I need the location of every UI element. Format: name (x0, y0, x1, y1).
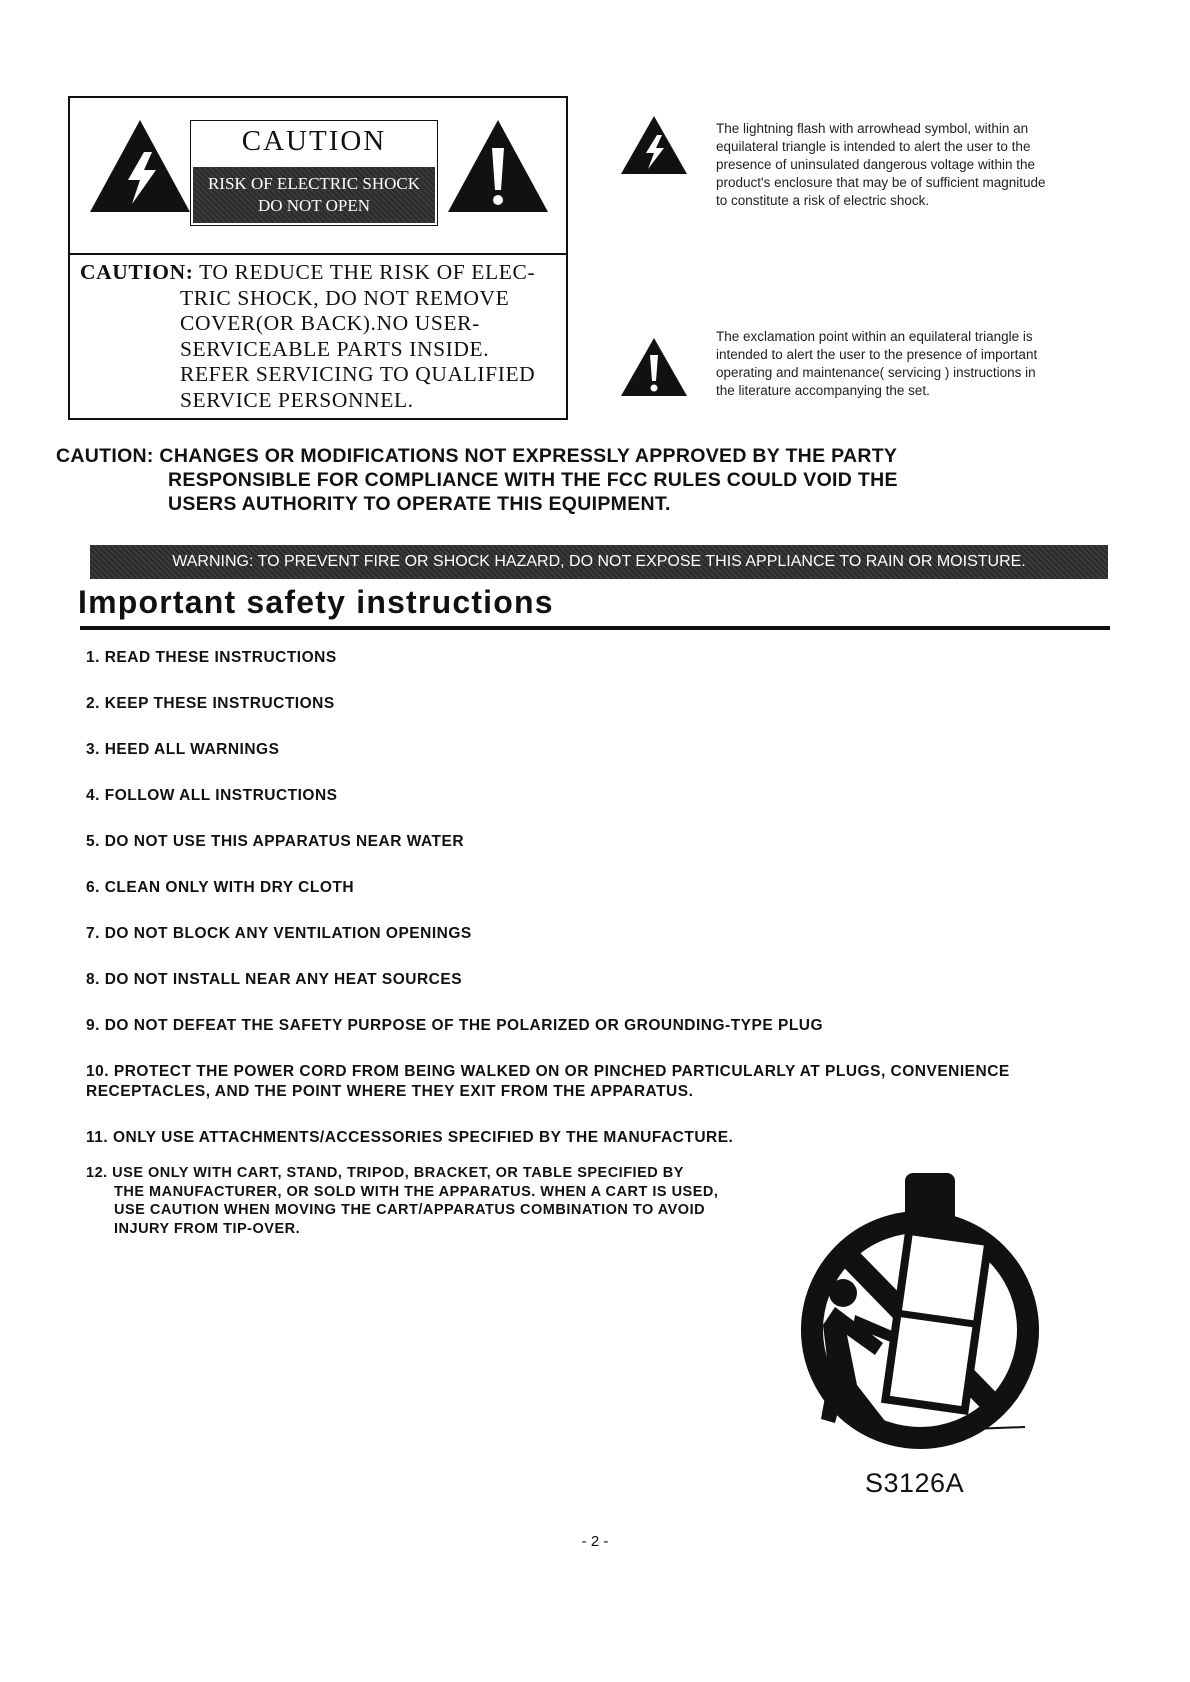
section-title: Important safety instructions (78, 584, 554, 620)
instruction-text: 2. KEEP THESE INSTRUCTIONS (86, 695, 335, 712)
caution-line: REFER SERVICING TO QUALIFIED (180, 362, 536, 386)
fcc-line: CAUTION: CHANGES OR MODIFICATIONS NOT EXPRESSLY APPROVED BY THE PARTY (56, 445, 898, 467)
pictogram-code: S3126A (865, 1468, 965, 1498)
caution-line: SERVICEABLE PARTS INSIDE. (180, 336, 490, 361)
desc-line: presence of uninsulated dangerous voltage within the (716, 157, 1035, 172)
lightning-triangle-icon (620, 115, 688, 175)
instruction-text: USE CAUTION WHEN MOVING THE CART/APPARATUS COMBINATION TO AVOID (114, 1202, 706, 1218)
fcc-line: USERS AUTHORITY TO OPERATE THIS EQUIPMENT. (168, 493, 671, 515)
instruction-text: 9. DO NOT DEFEAT THE SAFETY PURPOSE OF THE POLARIZED OR GROUNDING-TYPE PLUG (86, 1017, 824, 1034)
caution-line: SERVICE PERSONNEL. (180, 387, 414, 412)
no-cart-tip-over-icon (795, 1165, 1045, 1465)
instruction-item (86, 1128, 1126, 1148)
instruction-item (86, 832, 1126, 852)
lightning-description (716, 120, 1116, 210)
title-underline (80, 626, 1110, 630)
instruction-text: 8. DO NOT INSTALL NEAR ANY HEAT SOURCES (86, 971, 463, 988)
instruction-item (86, 970, 1126, 990)
instruction-text: 11. ONLY USE ATTACHMENTS/ACCESSORIES SPECIFIED BY THE MANUFACTURE. (86, 1129, 734, 1146)
desc-line: The exclamation point within an equilateral triangle is (716, 329, 1033, 344)
caution-line: TRIC SHOCK, DO NOT REMOVE (180, 285, 510, 310)
instruction-text: 10. PROTECT THE POWER CORD FROM BEING WALKED ON OR PINCHED PARTICULARLY AT PLUGS, CONVENIENCE (86, 1063, 1010, 1080)
instruction-text: 3. HEED ALL WARNINGS (86, 741, 280, 758)
page-number: - 2 - (581, 1533, 609, 1550)
instruction-item (86, 1062, 1126, 1102)
caution-line: COVER(OR BACK).NO USER- (180, 311, 480, 335)
instruction-item (86, 1164, 786, 1238)
exclamation-triangle-icon (446, 118, 550, 214)
instruction-text: 5. DO NOT USE THIS APPARATUS NEAR WATER (86, 833, 465, 850)
exclamation-triangle-icon (620, 337, 688, 397)
exclamation-description (716, 328, 1116, 400)
caution-label-title: CAUTION (241, 125, 387, 157)
desc-line: operating and maintenance( servicing ) instructions in (716, 365, 1036, 380)
caution-main-text (80, 260, 560, 413)
instruction-text: 1. READ THESE INSTRUCTIONS (86, 649, 337, 666)
instruction-text: 7. DO NOT BLOCK ANY VENTILATION OPENINGS (86, 925, 472, 942)
instruction-item (86, 740, 1126, 760)
instruction-item (86, 694, 1126, 714)
warning-bar: WARNING: TO PREVENT FIRE OR SHOCK HAZARD, DO NOT EXPOSE THIS APPLIANCE TO RAIN OR MOISTURE. (90, 545, 1108, 579)
instruction-item (86, 1016, 1126, 1036)
instruction-text: 6. CLEAN ONLY WITH DRY CLOTH (86, 879, 355, 896)
caution-label-line1: RISK OF ELECTRIC SHOCK (207, 174, 421, 193)
instruction-text: RECEPTACLES, AND THE POINT WHERE THEY EXIT FROM THE APPARATUS. (86, 1083, 694, 1100)
desc-line: intended to alert the user to the presence of important (716, 347, 1038, 362)
caution-box-header (68, 96, 568, 255)
caution-label (190, 120, 438, 226)
instruction-text: INJURY FROM TIP-OVER. (114, 1220, 301, 1237)
caution-line: TO REDUCE THE RISK OF ELEC- (193, 260, 536, 284)
instruction-text: 12. USE ONLY WITH CART, STAND, TRIPOD, BRACKET, OR TABLE SPECIFIED BY (86, 1165, 684, 1181)
instruction-text: THE MANUFACTURER, OR SOLD WITH THE APPARATUS. WHEN A CART IS USED, (114, 1183, 719, 1200)
caution-lead: CAUTION: (80, 260, 194, 284)
instruction-item (86, 924, 1126, 944)
instruction-item (86, 878, 1126, 898)
desc-line: The lightning flash with arrowhead symbol, within an (716, 121, 1029, 136)
desc-line: equilateral triangle is intended to alert the user to the (716, 139, 1031, 154)
instruction-text: 4. FOLLOW ALL INSTRUCTIONS (86, 787, 338, 804)
instruction-item (86, 786, 1126, 806)
fcc-line: RESPONSIBLE FOR COMPLIANCE WITH THE FCC RULES COULD VOID THE (168, 469, 898, 491)
lightning-triangle-icon (88, 118, 192, 214)
caution-label-line2: DO NOT OPEN (257, 196, 371, 215)
instruction-item (86, 648, 1126, 668)
desc-line: to constitute a risk of electric shock. (716, 193, 930, 208)
fcc-caution (56, 444, 1136, 516)
desc-line: product's enclosure that may be of sufficient magnitude (716, 175, 1046, 190)
desc-line: the literature accompanying the set. (716, 383, 930, 398)
caution-label-warning (193, 167, 435, 223)
